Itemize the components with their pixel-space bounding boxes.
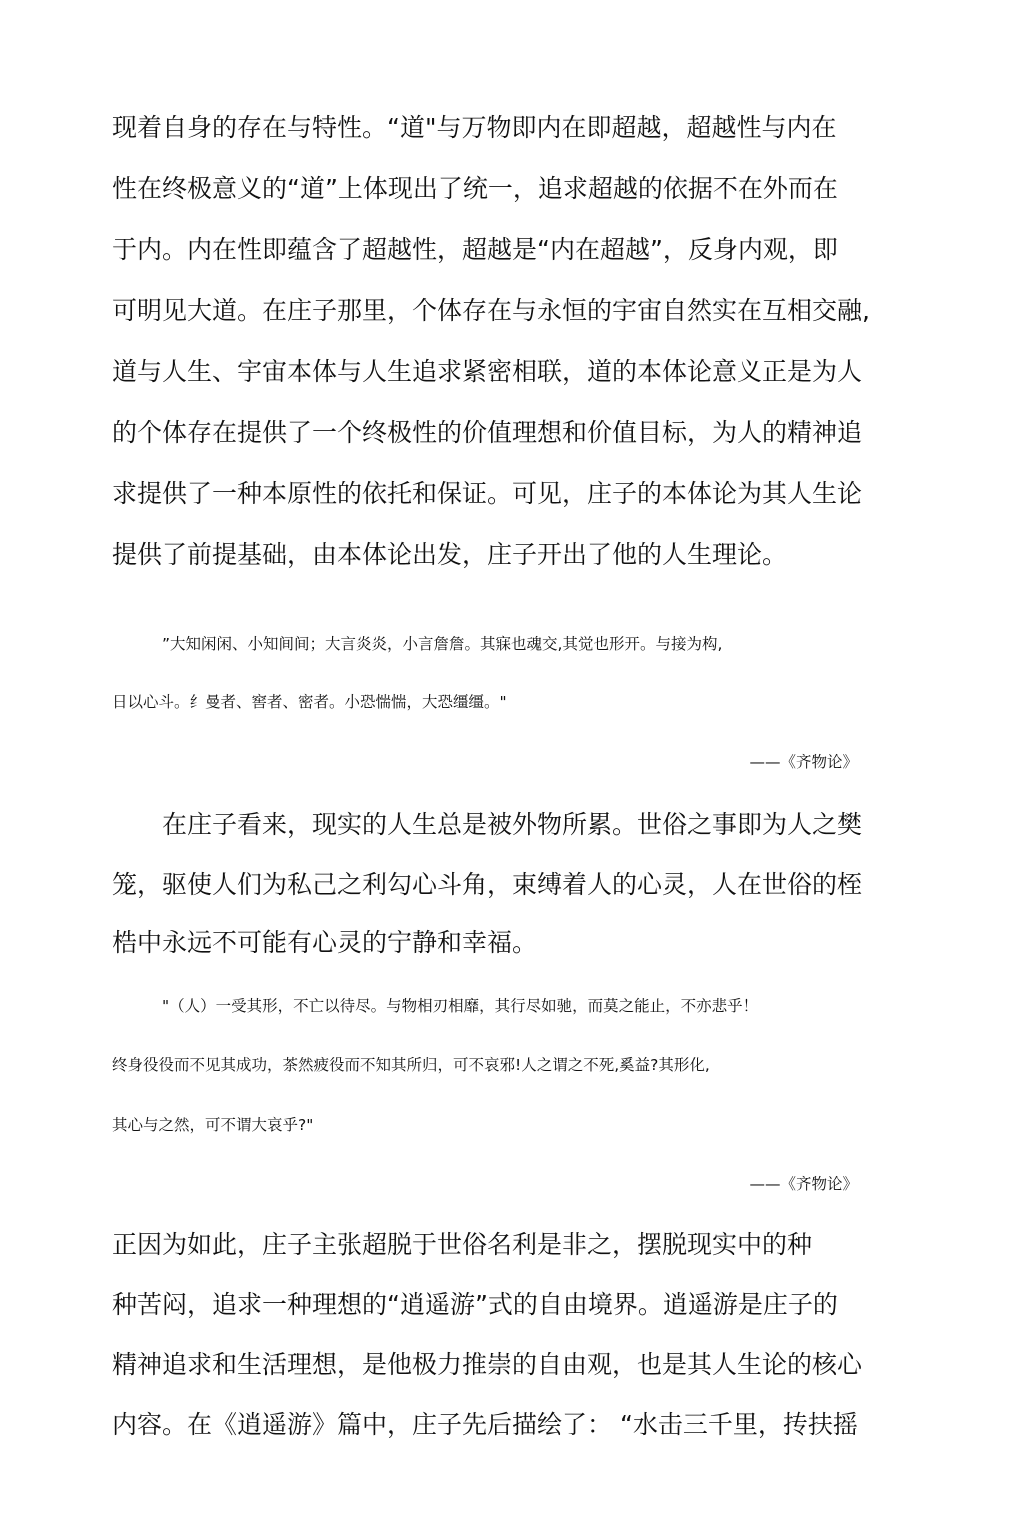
paragraph-1-line-7: 求提供了一种本原性的依托和保证。可见，庄子的本体论为其人生论: [112, 479, 863, 508]
paragraph-1-line-3: 于内。内在性即蕴含了超越性，超越是“内在超越”，反身内观，即: [112, 235, 838, 264]
paragraph-1-line-8: 提供了前提基础，由本体论出发，庄子开出了他的人生理论。: [112, 540, 788, 569]
quote-1-source: ——《齐物论》: [749, 753, 858, 771]
paragraph-3-line-2: 种苦闷，追求一种理想的“逍遥游”式的自由境界。逍遥游是庄子的: [112, 1290, 838, 1319]
paragraph-3-line-3: 精神追求和生活理想，是他极力推崇的自由观，也是其人生论的核心: [112, 1350, 863, 1379]
paragraph-1-line-6: 的个体存在提供了一个终极性的价值理想和价值目标，为人的精神追: [112, 418, 863, 447]
paragraph-1-line-5: 道与人生、宇宙本体与人生追求紧密相联，道的本体论意义正是为人: [112, 357, 863, 386]
paragraph-1-line-4: 可明见大道。在庄子那里，个体存在与永恒的宇宙自然实在互相交融,: [112, 296, 870, 325]
paragraph-2-line-3: 梏中永远不可能有心灵的宁静和幸福。: [112, 928, 538, 957]
paragraph-3-line-4: 内容。在《逍遥游》篇中，庄子先后描绘了： “水击三千里，抟扶摇: [112, 1410, 858, 1439]
paragraph-1-line-2: 性在终极意义的“道”上体现出了统一，追求超越的依据不在外而在: [112, 174, 838, 203]
quote-1-line-2: 日以心斗。纟曼者、窖者、密者。小恐惴惴，大恐缰缰。": [112, 693, 507, 711]
quote-2-line-3: 其心与之然，可不谓大哀乎?": [112, 1116, 314, 1134]
quote-2-source: ——《齐物论》: [749, 1175, 858, 1193]
paragraph-3-line-1: 正因为如此，庄子主张超脱于世俗名利是非之，摆脱现实中的种: [112, 1230, 813, 1259]
paragraph-1-line-1: 现着自身的存在与特性。“道"与万物即内在即超越，超越性与内在: [112, 113, 837, 142]
quote-2-line-2: 终身役役而不见其成功，茶然疲役而不知其所归，可不哀邪!人之谓之不死,奚益?其形化,: [112, 1056, 710, 1074]
quote-2-line-1: "（人）一受其形，不亡以待尽。与物相刃相靡，其行尽如驰，而莫之能止，不亦悲乎！: [162, 997, 759, 1015]
paragraph-2-line-2: 笼，驱使人们为私己之利勾心斗角，束缚着人的心灵，人在世俗的桎: [112, 870, 863, 899]
paragraph-2-line-1: 在庄子看来，现实的人生总是被外物所累。世俗之事即为人之樊: [162, 810, 863, 839]
quote-1-line-1: ”大知闲闲、小知间间；大言炎炎，小言詹詹。其寐也魂交,其觉也形开。与接为构,: [162, 635, 723, 653]
